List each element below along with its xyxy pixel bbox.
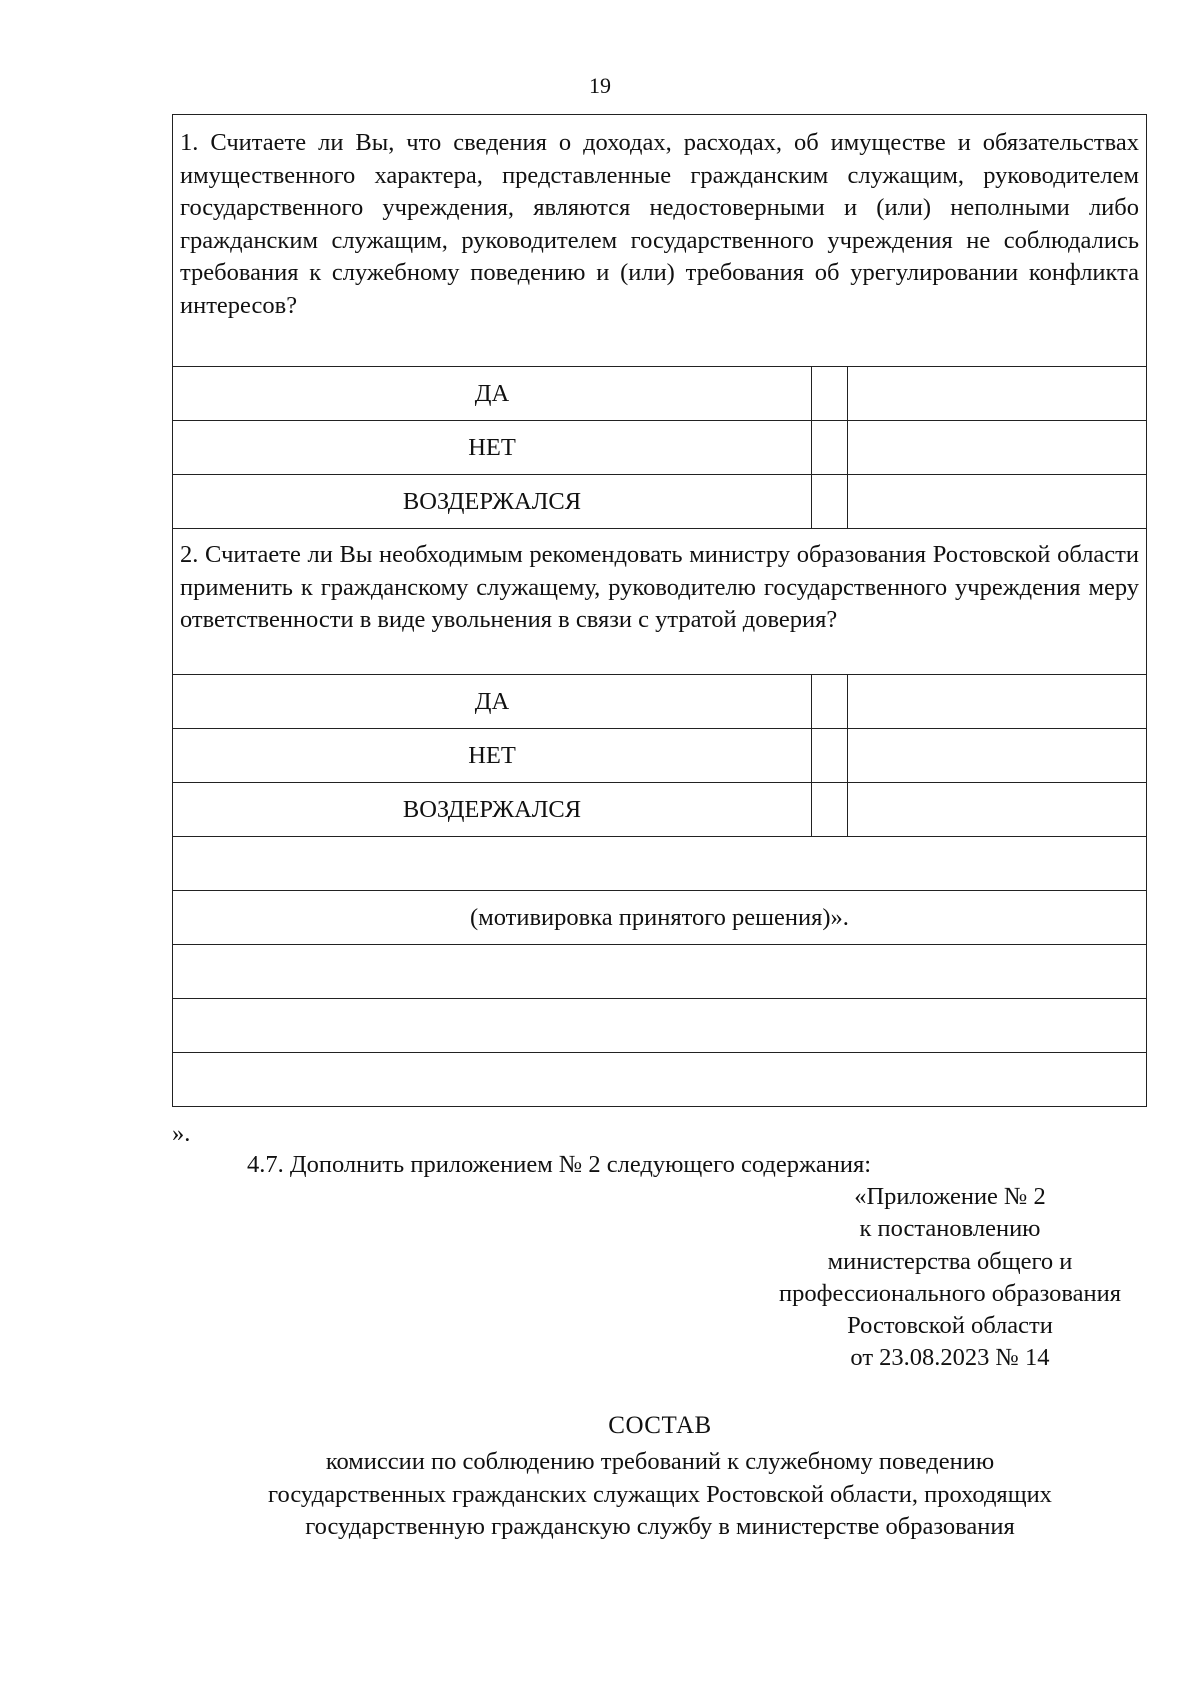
question-1-option-row (173, 474, 1146, 528)
option-checkbox[interactable] (812, 421, 848, 474)
sostav-line: государственных гражданских служащих Ростовской области, проходящих (268, 1480, 1052, 1508)
sostav-line: комиссии по соблюдению требований к служебному поведению (325, 1448, 995, 1475)
question-1-text: 1. Считаете ли Вы, что сведения о доходах, расходах, об имуществе и обязательствах имущественного характера, представленные гражданским служащим, руководителем государственного учреждения, являются недостоверными и (или) неполными либо гражданским служащим, руководителем государственного учреждения не соблюдались требования к служебному поведению и (или) требования об урегулировании конфликта интересов? (180, 129, 1139, 319)
amendment-paragraph: 4.7. Дополнить приложением № 2 следующего содержания: (247, 1151, 872, 1178)
appendix-header (740, 1181, 1160, 1375)
sostav-line: государственную гражданскую службу в министерстве образования (305, 1513, 1015, 1540)
question-2-option-row (173, 728, 1146, 782)
appendix-line: «Приложение № 2 (854, 1183, 1046, 1210)
appendix-line: Ростовской области (847, 1312, 1053, 1340)
option-cell (848, 783, 1146, 836)
option-label: НЕТ (173, 421, 812, 474)
page-number: 19 (589, 73, 611, 98)
question-2-option-row (173, 782, 1146, 836)
option-cell (848, 367, 1146, 420)
option-label: ВОЗДЕРЖАЛСЯ (173, 475, 812, 528)
option-cell (848, 475, 1146, 528)
appendix-line: министерства общего и (827, 1247, 1073, 1275)
question-1-option-row (173, 366, 1146, 420)
option-checkbox[interactable] (812, 475, 848, 528)
sostav-subtitle (150, 1446, 1170, 1544)
blank-line[interactable] (173, 998, 1146, 1052)
option-checkbox[interactable] (812, 367, 848, 420)
option-cell (848, 421, 1146, 474)
questionnaire-table (172, 114, 1147, 1107)
question-2-text: 2. Считаете ли Вы необходимым рекомендовать министру образования Ростовской области применить к гражданскому служащему, руководителю государственного учреждения меру ответственности в виде увольнения в связи с утратой доверия? (180, 541, 1139, 633)
option-checkbox[interactable] (812, 783, 848, 836)
blank-line[interactable] (173, 1052, 1146, 1106)
option-cell (848, 675, 1146, 728)
option-checkbox[interactable] (812, 729, 848, 782)
option-cell (848, 729, 1146, 782)
question-2-option-row (173, 674, 1146, 728)
option-label: ВОЗДЕРЖАЛСЯ (173, 783, 812, 836)
option-label: НЕТ (173, 729, 812, 782)
appendix-line: к постановлению (859, 1215, 1041, 1243)
appendix-line: от 23.08.2023 № 14 (850, 1344, 1050, 1372)
option-checkbox[interactable] (812, 675, 848, 728)
option-label: ДА (173, 367, 812, 420)
blank-line[interactable] (173, 944, 1146, 998)
motivation-label: (мотивировка принятого решения)». (173, 890, 1146, 944)
question-1-option-row (173, 420, 1146, 474)
closing-quote: ». (172, 1120, 191, 1147)
option-label: ДА (173, 675, 812, 728)
motivation-input-line[interactable] (173, 836, 1146, 890)
appendix-line: профессионального образования (778, 1279, 1122, 1307)
sostav-title: СОСТАВ (608, 1412, 712, 1439)
